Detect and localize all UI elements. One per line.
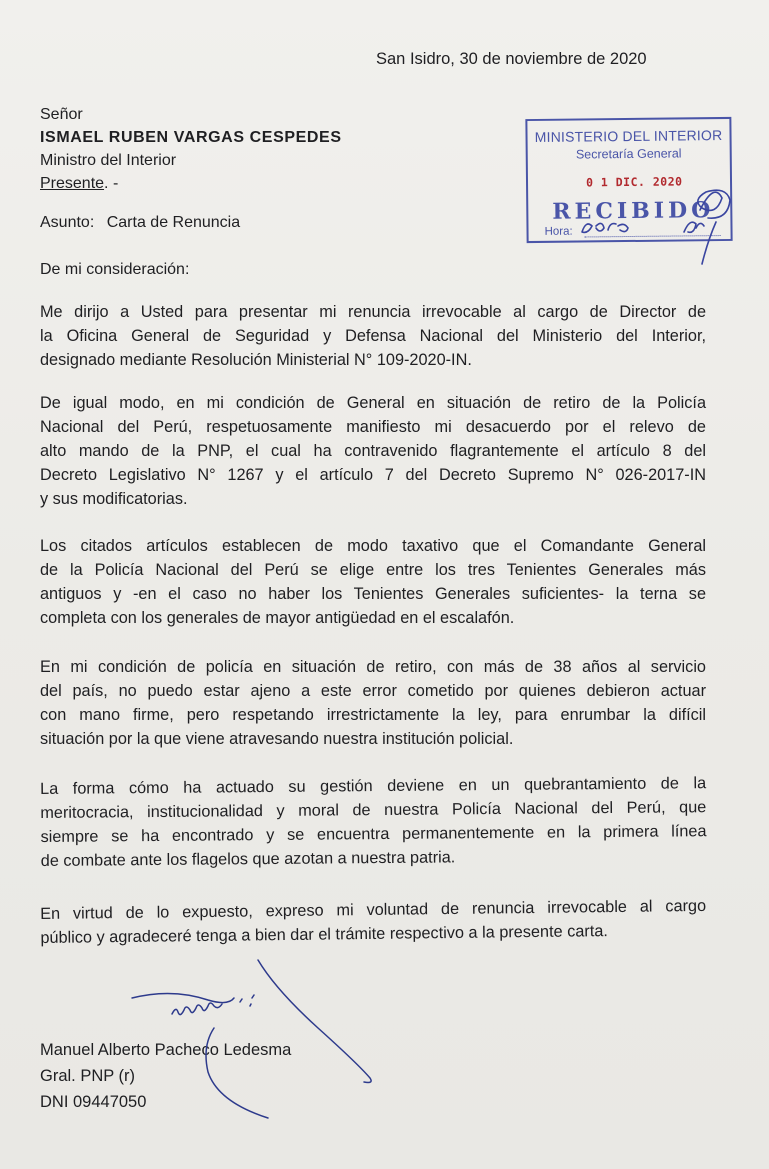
salutation: Señor <box>40 106 83 123</box>
paragraph-line: De igual modo, en mi condición de General en situación de retiro de la Policía <box>40 394 706 412</box>
paragraph-line: público y agradeceré tenga a bien dar el trámite respectivo a la presente carta. <box>40 922 608 947</box>
addressee-block <box>40 103 342 195</box>
paragraph-line: de combate ante los flagelos que azotan a nuestra patria. <box>40 848 456 870</box>
addressee-title: Ministro del Interior <box>40 152 177 169</box>
subject-text: Carta de Renuncia <box>106 214 241 231</box>
signatory-name: Manuel Alberto Pacheco Ledesma <box>40 1041 292 1059</box>
paragraph-line: situación por la que viene atravesando nuestra institución policial. <box>40 730 514 748</box>
presente-word: Presente <box>40 175 105 192</box>
paragraph-line: y sus modificatorias. <box>40 490 188 508</box>
stamp-hour-label: Hora: <box>544 225 573 238</box>
paragraph-line: la Oficina General de Seguridad y Defensa Nacional del Ministerio del Interior, <box>40 327 706 345</box>
greeting: De mi consideración: <box>40 261 190 278</box>
addressee-name: ISMAEL RUBEN VARGAS CESPEDES <box>40 129 342 146</box>
signatory-block <box>40 1037 291 1115</box>
paragraph-2 <box>40 391 706 511</box>
paragraph-4 <box>40 655 706 751</box>
paragraph-line: Decreto Legislativo N° 1267 y el artículo 7 del Decreto Supremo N° 026-2017-IN <box>40 466 706 484</box>
paragraph-line: En virtud de lo expuesto, expreso mi voluntad de renuncia irrevocable al cargo <box>40 896 707 923</box>
reception-stamp <box>525 117 732 243</box>
stamp-office: Secretaría General <box>575 146 682 162</box>
paragraph-5 <box>40 771 707 873</box>
stamp-hour-line <box>585 235 721 237</box>
paragraph-line: de la Policía Nacional del Perú se elige entre los tres Tenientes Generales más <box>40 561 706 579</box>
stamp-received: RECIBIDO <box>552 197 715 225</box>
presente-suffix: . - <box>104 175 119 192</box>
paragraph-line: siempre se ha encontrado y se encuentra permanentemente en la primera línea <box>40 822 707 846</box>
paragraph-line: con mano firme, pero respetando irrestrictamente la ley, para enrumbar la difícil <box>40 706 706 724</box>
paragraph-line: del país, no puedo estar ajeno a este error cometido por quienes debieron actuar <box>40 682 706 700</box>
paragraph-line: En mi condición de policía en situación de retiro, con más de 38 años al servicio <box>40 658 706 676</box>
stamp-ministry: MINISTERIO DEL INTERIOR <box>534 127 723 145</box>
subject-label: Asunto: <box>40 214 95 231</box>
subject-line <box>40 214 240 232</box>
paragraph-line: La forma cómo ha actuado su gestión deviene en un quebrantamiento de la <box>40 774 707 798</box>
stamp-date: 0 1 DIC. 2020 <box>585 174 683 190</box>
paragraph-6 <box>40 894 707 950</box>
date-line: San Isidro, 30 de noviembre de 2020 <box>376 50 647 68</box>
paragraph-line: meritocracia, institucionalidad y moral de nuestra Policía Nacional del Perú, que <box>40 798 707 822</box>
paragraph-1 <box>40 300 706 372</box>
paragraph-line: completa con los generales de mayor antigüedad en el escalafón. <box>40 609 515 627</box>
paragraph-line: Nacional del Perú, respetuosamente manifiesto mi desacuerdo por el relevo de <box>40 418 706 436</box>
paragraph-line: alto mando de la PNP, el cual ha contravenido flagrantemente el artículo 8 del <box>40 442 706 460</box>
presente-line <box>40 172 342 195</box>
paragraph-line: antiguos y -en el caso no haber los Tenientes Generales suficientes- la terna se <box>40 585 706 603</box>
signatory-dni: DNI 09447050 <box>40 1093 147 1111</box>
paragraph-line: designado mediante Resolución Ministerial N° 109-2020-IN. <box>40 351 472 369</box>
paragraph-line: Me dirijo a Usted para presentar mi renuncia irrevocable al cargo de Director de <box>40 303 706 321</box>
paragraph-line: Los citados artículos establecen de modo taxativo que el Comandante General <box>40 537 706 555</box>
paragraph-3 <box>40 534 706 630</box>
signatory-rank: Gral. PNP (r) <box>40 1067 136 1085</box>
